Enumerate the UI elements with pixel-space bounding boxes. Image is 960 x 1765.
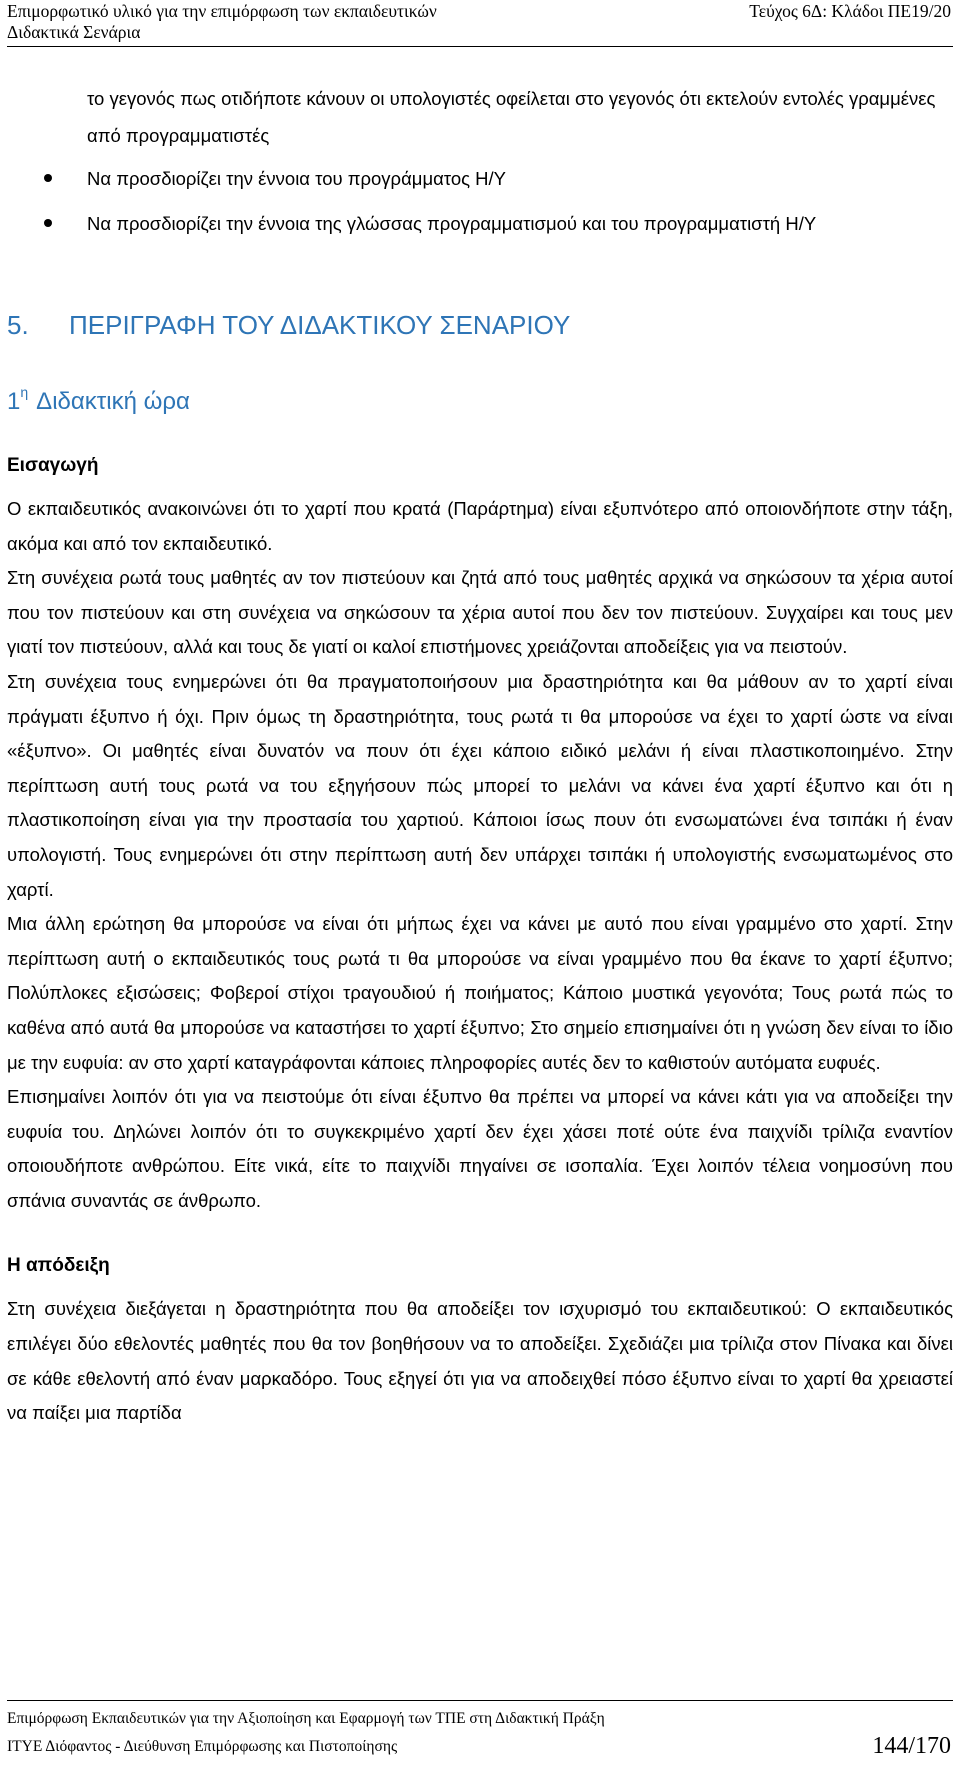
bullet-icon — [44, 174, 52, 182]
list-item-text: Να προσδιορίζει την έννοια του προγράμματος Η/Υ — [87, 168, 507, 189]
lesson-ordinal: 1 — [7, 388, 21, 415]
intro-heading: Εισαγωγή — [7, 455, 99, 476]
section-number: 5. — [7, 310, 29, 340]
paragraph: Στη συνέχεια διεξάγεται η δραστηριότητα που θα αποδείξει τον ισχυρισμό του εκπαιδευτικού: Ο εκπαιδευτικός επιλέγει δύο εθελοντές μαθητές που θα τον βοηθήσουν να το αποδείξει. Σχεδιάζει μια τρίλιζα στον Πίνακα και δίνει σε κάθε εθελοντή από έναν μαρκαδόρο. Τους εξηγεί ότι για να αποδειχθεί πόσο έξυπνο είναι το χαρτί θα χρειαστεί να παίξει μια παρτίδα — [7, 1298, 953, 1424]
page-header — [7, 0, 953, 47]
paragraph: Στη συνέχεια τους ενημερώνει ότι θα πραγματοποιήσουν μια δραστηριότητα και θα μάθουν αν το χαρτί είναι πράγματι έξυπνο ή όχι. Πριν όμως τη δραστηριότητα, τους ρωτά τι θα μπορούσε να έχει το χαρτί ώστε να είναι «έξυπνο». Οι μαθητές είναι δυνατόν να πουν ότι έχει κάποιο ειδικό μελάνι ή είναι πλαστικοποιημένο. Στην περίπτωση αυτή τους ρωτά να του εξηγήσουν πώς μπορεί το μελάνι να κάνει ένα χαρτί έξυπνο και ότι η πλαστικοποίηση είναι για την προστασία του χαρτιού. Κάποιοι ίσως πουν ότι ενσωματώνει ένα τσιπάκι ή έναν υπολογιστή. Τους ενημερώνει ότι στην περίπτωση αυτή δεν υπάρχει τσιπάκι ή υπολογιστής ενσωματωμένος στο χαρτί. — [7, 670, 953, 900]
paragraph: Ο εκπαιδευτικός ανακοινώνει ότι το χαρτί που κρατά (Παράρτημα) είναι εξυπνότερο από οποιονδήποτε στην τάξη, ακόμα και από τον εκπαιδευτικό. — [7, 498, 953, 554]
footer-organization: ΙΤΥΕ Διόφαντος - Διεύθυνση Επιμόρφωσης και Πιστοποίησης — [7, 1738, 398, 1755]
list-item-text: Να προσδιορίζει την έννοια της γλώσσας προγραμματισμού και του προγραμματιστή Η/Υ — [87, 213, 817, 234]
paragraph: Στη συνέχεια ρωτά τους μαθητές αν τον πιστεύουν και ζητά από τους μαθητές αρχικά να σηκώσουν τα χέρια αυτοί που τον πιστεύουν και στη συνέχεια να σηκώσουν τα χέρια αυτοί που δεν τον πιστεύουν. Συγχαίρει και τους μεν γιατί τον πιστεύουν, αλλά και τους δε γιατί οι καλοί επιστήμονες χρειάζονται αποδείξεις για να πειστούν. — [7, 567, 953, 658]
objectives-list — [7, 160, 953, 242]
footer-program: Επιμόρφωση Εκπαιδευτικών για την Αξιοποίηση και Εφαρμογή των ΤΠΕ στη Διδακτική Πράξη — [7, 1710, 605, 1727]
list-item — [7, 205, 953, 242]
proof-heading: Η απόδειξη — [7, 1255, 110, 1277]
paragraph: Επισημαίνει λοιπόν ότι για να πειστούμε ότι είναι έξυπνο θα πρέπει να μπορεί να κάνει κάτι για να αποδείξει την ευφυία του. Δηλώνει λοιπόν ότι το συγκεκριμένο χαρτί δεν έχει χάσει ποτέ ούτε ένα παιχνίδι τρίλιζα εναντίον οποιουδήποτε ανθρώπου. Είτε νικά, είτε το παιχνίδι πηγαίνει σε ισοπαλία. Έχει λοιπόν τέλεια νοημοσύνη που σπάνια συναντάς σε άνθρωπο. — [7, 1086, 953, 1211]
page-number: 144/170 — [872, 1733, 951, 1759]
header-publication-subtitle: Διδακτικά Σενάρια — [7, 22, 141, 42]
bullet-continuation: το γεγονός πως οτιδήποτε κάνουν οι υπολογιστές οφείλεται στο γεγονός ότι εκτελούν εντολές γραμμένες από προγραμματιστές — [87, 88, 936, 146]
lesson-ordinal-superscript: η — [20, 384, 29, 400]
header-publication-title: Επιμορφωτικό υλικό για την επιμόρφωση των εκπαιδευτικών — [7, 1, 437, 21]
page-content — [7, 80, 953, 1431]
header-issue: Τεύχος 6Δ: Κλάδοι ΠΕ19/20 — [749, 1, 951, 21]
header-left — [7, 1, 437, 43]
bullet-icon — [44, 219, 52, 227]
section-title: ΠΕΡΙΓΡΑΦΗ ΤΟΥ ΔΙΔΑΚΤΙΚΟΥ ΣΕΝΑΡΙΟΥ — [69, 310, 571, 340]
lesson-title: Διδακτική ώρα — [36, 388, 190, 415]
page-footer — [7, 1700, 953, 1759]
list-item — [7, 160, 953, 197]
section-heading — [7, 308, 953, 342]
paragraph: Μια άλλη ερώτηση θα μπορούσε να είναι ότι μήπως έχει να κάνει με αυτό που είναι γραμμένο στο χαρτί. Στην περίπτωση αυτή ο εκπαιδευτικός τους ρωτά τι θα μπορούσε να είναι γραμμένο που θα έκανε το χαρτί έξυπνο; Πολύπλοκες εξισώσεις; Φοβεροί στίχοι τραγουδιού ή ποιήματος; Κάποιο μυστικά γεγονότα; Τους ρωτά πώς το καθένα από αυτά θα μπορούσε να καταστήσει το χαρτί έξυπνο; Στο σημείο επισημαίνει ότι η γνώση δεν είναι το ίδιο με την ευφυία: αν στο χαρτί καταγράφονται κάποιες πληροφορίες αυτές δεν το καθιστούν αυτόματα ευφυές. — [7, 913, 953, 1073]
lesson-heading — [7, 376, 953, 418]
